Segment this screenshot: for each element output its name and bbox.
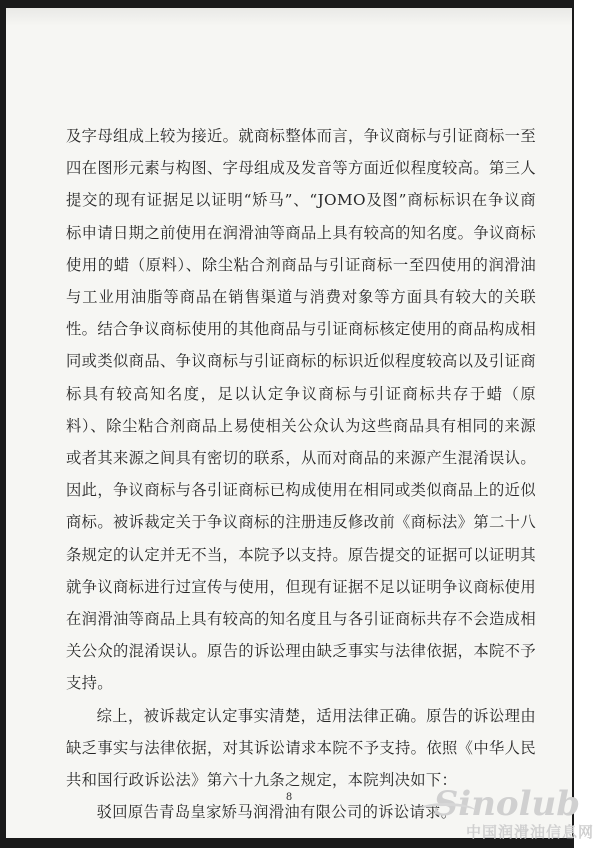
page-number: 8: [285, 792, 293, 803]
judgment-body-text: [66, 120, 536, 828]
paragraph-conclusion: 综上，被诉裁定认定事实清楚，适用法律正确。原告的诉讼理由缺乏事实与法律依据，对其诉讼请求本院不予支持。依照《中华人民共和国行政诉讼法》第六十九条之规定，本院判决如下：: [66, 706, 536, 790]
scan-margin: [574, 0, 600, 848]
paragraph-continuation: 及字母组成上较为接近。就商标整体而言，争议商标与引证商标一至四在图形元素与构图、字母组成及发音等方面近似程度较高。第三人提交的现有证据足以证明“矫马”、“JOMO及图”商标标识在争议商标申请日期之前使用在润滑油等商品上具有较高的知名度。争议商标使用的蜡（原料）、除尘粘合剂商品与引证商标一至四使用的润滑油与工业用油脂等商品在销售渠道与消费对象等方面具有较大的关联性。结合争议商标使用的其他商品与引证商标核定使用的商品构成相同或类似商品、争议商标与引证商标的标识近似程度较高以及引证商标具有较高知名度，足以认定争议商标与引证商标共存于蜡（原料）、除尘粘合剂商品上易使相关公众认为这些商品具有相同的来源或者其来源之间具有密切的联系，从而对商品的来源产生混淆误认。因此，争议商标与各引证商标已构成使用在相同或类似商品上的近似商标。被诉裁定关于争议商标的注册违反修改前《商标法》第二十八条规定的认定并无不当，本院予以支持。原告提交的证据可以证明其就争议商标进行过宣传与使用，但现有证据不足以证明争议商标使用在润滑油等商品上具有较高的知名度且与各引证商标共存不会造成相关公众的混淆误认。原告的诉讼理由缺乏事实与法律依据，本院不予支持。: [66, 127, 536, 693]
document-page: [6, 8, 572, 838]
watermark-site-name: 中国润滑油信息网: [465, 823, 594, 841]
sinolub-logo: Sinolub: [434, 787, 580, 821]
paragraph-ruling: 驳回原告青岛皇家矫马润滑油有限公司的诉讼请求。: [96, 803, 457, 822]
